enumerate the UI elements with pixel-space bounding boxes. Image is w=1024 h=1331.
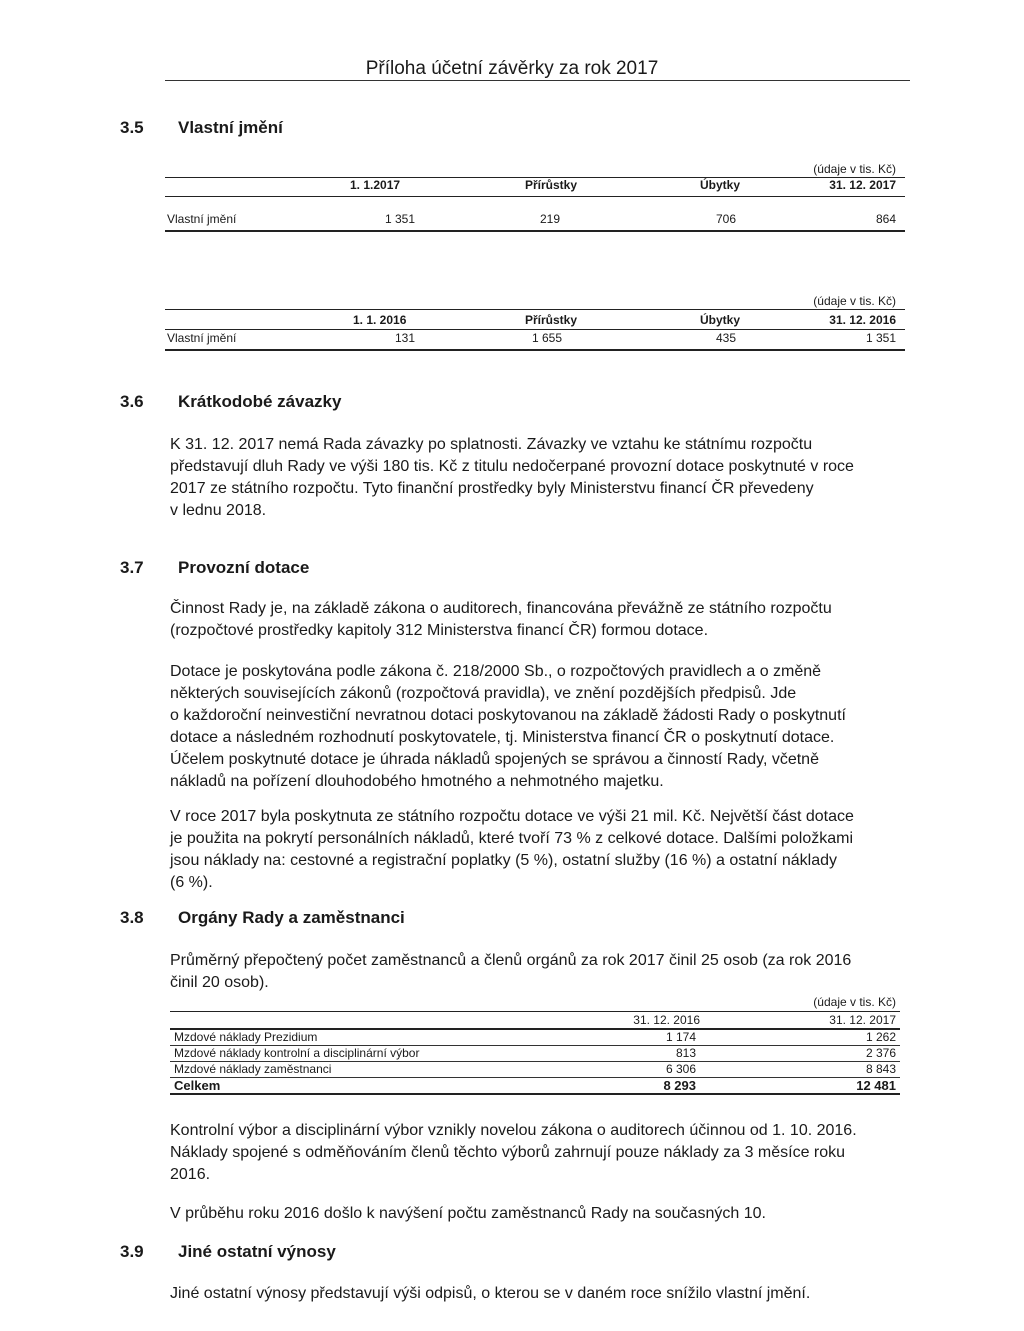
text-line: činil 20 osob). [170,974,269,991]
section-3-8-paragraph-3: V průběhu roku 2016 došlo k navýšení počtu zaměstnanců Rady na současných 10. [170,1205,766,1222]
table-row [170,1062,900,1078]
row-value-2017: 8 843 [700,1062,900,1078]
text-line: dotace a následném rozhodnutí poskytovatele, tj. Ministerstva financí ČR o poskytnutí dotace. [170,729,835,746]
section-3-7-number: 3.7 [120,558,144,577]
text-line: Činnost Rady je, na základě zákona o auditorech, financována převážně ze státního rozpočtu [170,600,832,617]
equity-2016-header-end: 31. 12. 2016 [829,313,896,327]
section-3-5-number: 3.5 [120,118,144,137]
total-label: Celkem [170,1078,565,1095]
text-line: o každoroční neinvestiční nevratnou dotaci poskytovanou na základě žádosti Rady o poskytnutí [170,707,846,724]
table-row [170,1030,900,1046]
total-value-2016: 8 293 [565,1078,700,1095]
total-value-2017: 12 481 [700,1078,900,1095]
table-total-row [170,1078,900,1095]
equity-2017-header-increase: Přírůstky [525,178,578,192]
equity-2017-value-end: 864 [875,212,896,226]
row-label: Mzdové náklady Prezidium [170,1030,565,1046]
equity-2016-header-decrease: Úbytky [700,313,741,327]
section-3-8-intro [170,950,908,994]
section-3-6-number: 3.6 [120,392,144,411]
section-3-8-paragraph-2 [170,1120,908,1186]
equity-2016-value-start: 131 [394,331,415,345]
section-3-7-title: Provozní dotace [178,558,310,577]
row-value-2016: 6 306 [565,1062,700,1078]
equity-2016-top-rule [165,309,905,310]
text-line: jsou náklady na: cestovné a registrační poplatky (5 %), ostatní služby (16 %) a ostatní náklady [170,852,838,869]
equity-2017-bottom-rule [165,230,905,232]
equity-2016-value-end: 1 351 [865,331,896,345]
equity-2017-row-label: Vlastní jmění [167,212,237,226]
section-3-9-title: Jiné ostatní výnosy [178,1242,336,1261]
row-value-2017: 2 376 [700,1046,900,1062]
equity-2017-value-decrease: 706 [715,212,736,226]
section-3-9-number: 3.9 [120,1242,144,1261]
text-line: Průměrný přepočtený počet zaměstnanců a členů orgánů za rok 2017 činil 25 osob (za rok 2016 [170,952,852,969]
equity-2016-bottom-rule [165,349,905,351]
equity-2016-row-label: Vlastní jmění [167,331,237,345]
text-line: Náklady spojené s odměňováním členů těchto výborů zahrnují pouze náklady za 3 měsíce roku [170,1144,846,1161]
row-label: Mzdové náklady zaměstnanci [170,1062,565,1078]
equity-2016-header-start: 1. 1. 2016 [353,313,407,327]
equity-2017-header-decrease: Úbytky [700,178,741,192]
equity-2016-value-decrease: 435 [715,331,736,345]
text-line: 2017 ze státního rozpočtu. Tyto finanční prostředky byly Ministerstvu financí ČR převedeny [170,480,814,497]
equity-2017-header-rule [165,196,905,197]
equity-2016-value-increase: 1 655 [531,331,562,345]
equity-2017-value-increase: 219 [539,212,560,226]
text-line: některých souvisejících zákonů (rozpočtová pravidla), ve znění pozdějších předpisů. Jde [170,685,797,702]
row-value-2016: 813 [565,1046,700,1062]
section-3-6-title: Krátkodobé závazky [178,392,342,411]
section-3-9-paragraph: Jiné ostatní výnosy představují výši odpisů, o kterou se v daném roce snížilo vlastní jmění. [170,1285,811,1302]
equity-2017-value-start: 1 351 [384,212,415,226]
equity-2017-unit-note: (údaje v tis. Kč) [813,162,896,176]
table-row [170,1046,900,1062]
text-line: Účelem poskytnuté dotace je úhrada nákladů spojených se správou a činností Rady, včetně [170,751,819,768]
text-line: nákladů na pořízení dlouhodobého hmotného a nehmotného majetku. [170,773,664,790]
section-3-7-paragraph-1 [170,598,908,642]
text-line: K 31. 12. 2017 nemá Rada závazky po splatnosti. Závazky ve vztahu ke státnímu rozpočtu [170,436,813,453]
staff-costs-table [170,1030,900,1095]
section-3-8-number: 3.8 [120,908,144,927]
equity-2016-header-rule [165,329,905,330]
section-3-5-title: Vlastní jmění [178,118,283,137]
header-rule [165,80,910,81]
equity-2017-header-start: 1. 1.2017 [350,178,401,192]
text-line: 2016. [170,1166,211,1183]
text-line: V roce 2017 byla poskytnuta ze státního rozpočtu dotace ve výši 21 mil. Kč. Největší část dotace [170,808,854,825]
staff-top-rule [170,1011,900,1012]
text-line: představují dluh Rady ve výši 180 tis. Kč z titulu nedočerpané provozní dotace poskytnuté v roce [170,458,854,475]
section-3-7-paragraph-2 [170,661,908,793]
equity-2016-header-increase: Přírůstky [525,313,578,327]
text-line: (rozpočtové prostředky kapitoly 312 Ministerstva financí ČR) formou dotace. [170,622,709,639]
row-value-2016: 1 174 [565,1030,700,1046]
staff-header-2017: 31. 12. 2017 [829,1013,896,1027]
section-3-8-title: Orgány Rady a zaměstnanci [178,908,405,927]
staff-header-2016: 31. 12. 2016 [633,1013,700,1027]
text-line: je použita na pokrytí personálních nákladů, které tvoří 73 % z celkové dotace. Dalšími položkami [170,830,854,847]
row-label: Mzdové náklady kontrolní a disciplinární výbor [170,1046,565,1062]
staff-unit-note: (údaje v tis. Kč) [813,995,896,1009]
row-value-2017: 1 262 [700,1030,900,1046]
text-line: Kontrolní výbor a disciplinární výbor vznikly novelou zákona o auditorech účinnou od 1. 10. 2016. [170,1122,857,1139]
section-3-6-paragraph [170,434,908,522]
page-header-title: Příloha účetní závěrky za rok 2017 [365,58,659,79]
equity-2016-unit-note: (údaje v tis. Kč) [813,294,896,308]
equity-2017-header-end: 31. 12. 2017 [829,178,896,192]
text-line: (6 %). [170,874,213,891]
section-3-7-paragraph-3 [170,806,908,894]
text-line: Dotace je poskytována podle zákona č. 218/2000 Sb., o rozpočtových pravidlech a o změně [170,663,822,680]
text-line: v lednu 2018. [170,502,267,519]
